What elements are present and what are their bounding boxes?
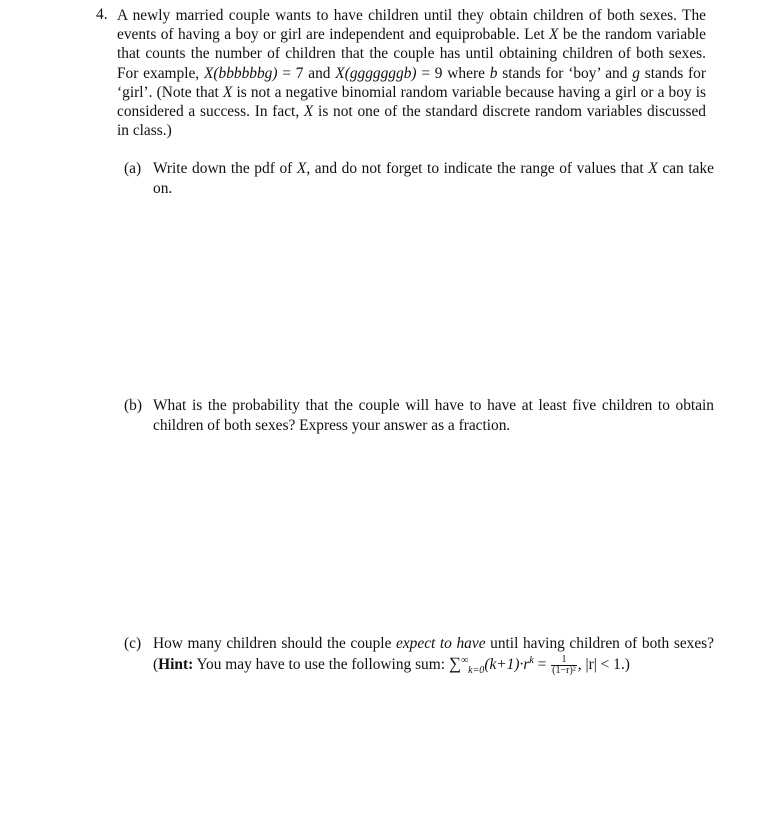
var-b: b xyxy=(489,64,498,82)
example-2-x: X xyxy=(335,64,345,82)
fraction-numerator: 1 xyxy=(551,655,577,666)
example-1-x: X xyxy=(203,64,214,82)
part-c-text-3: You may have to use the following sum: xyxy=(193,655,449,673)
part-c-emphasis: expect to have xyxy=(396,635,486,652)
var-x: X xyxy=(222,83,233,101)
part-a-text xyxy=(153,159,714,198)
fraction xyxy=(551,655,577,676)
part-a-text-2: , and do not forget to indicate the range of values that xyxy=(306,160,649,177)
part-b-text: What is the probability that the couple will have to have at least five children to obtain children of both sexes? Express your answer as a fraction. xyxy=(153,397,714,434)
problem-statement xyxy=(117,6,706,140)
hint-label: Hint: xyxy=(158,655,194,673)
equals-sign: = xyxy=(533,655,551,673)
statement-text-4: stands for ‘girl’. (Note that xyxy=(117,64,706,101)
example-2-rhs: = 9 where xyxy=(416,64,490,82)
part-a-label: (a) xyxy=(124,160,142,177)
problem-number: 4. xyxy=(96,6,108,23)
part-a-text-1: Write down the pdf of xyxy=(153,160,297,177)
statement-text-1: A newly married couple wants to have children until they obtain children of both sexes. The events of having a boy or girl are independent and equiprobable. Let xyxy=(117,7,706,44)
var-x: X xyxy=(648,160,658,177)
var-x: X xyxy=(549,26,559,44)
statement-text-2: be the random variable that counts the number of children that the couple has until obtaining children of both sexes. For example, xyxy=(117,26,706,82)
fraction-denominator: (1−r)² xyxy=(552,664,576,676)
sum-lower-limit: k=0 xyxy=(468,664,485,676)
sum-upper-limit: ∞ xyxy=(460,654,469,666)
part-a xyxy=(124,159,714,198)
part-c-text xyxy=(153,634,714,676)
var-g: g xyxy=(632,64,640,82)
sum-term: (k+1)·r xyxy=(484,655,530,673)
example-1-rhs: = 7 and xyxy=(277,64,336,82)
convergence-condition: |r| < 1.) xyxy=(585,655,630,673)
part-c xyxy=(124,634,714,676)
statement-text-5: is not a negative binomial random variable because having a girl or a boy is considered a success. In fact, xyxy=(117,83,707,121)
statement-text-6: is not one of the standard discrete random variables discussed in class.) xyxy=(117,103,706,140)
part-b xyxy=(124,396,714,435)
part-c-text-4: , xyxy=(577,655,586,673)
part-c-text-1: How many children should the couple xyxy=(153,635,397,652)
example-2-arg: (gggggggb) xyxy=(344,64,417,82)
example-1-arg: (bbbbbbg) xyxy=(213,64,278,82)
statement-text-3: stands for ‘boy’ and xyxy=(497,64,633,82)
problem-4 xyxy=(96,6,706,140)
var-x: X xyxy=(303,103,314,121)
sum-symbol: ∑ xyxy=(448,653,461,673)
part-b-label: (b) xyxy=(124,397,142,414)
part-c-label: (c) xyxy=(124,635,142,652)
part-c-text-2: until having children of both sexes? ( xyxy=(153,635,714,673)
sum-exponent: k xyxy=(529,654,534,666)
var-x: X xyxy=(296,160,307,177)
part-a-text-3: can take on. xyxy=(153,160,714,197)
